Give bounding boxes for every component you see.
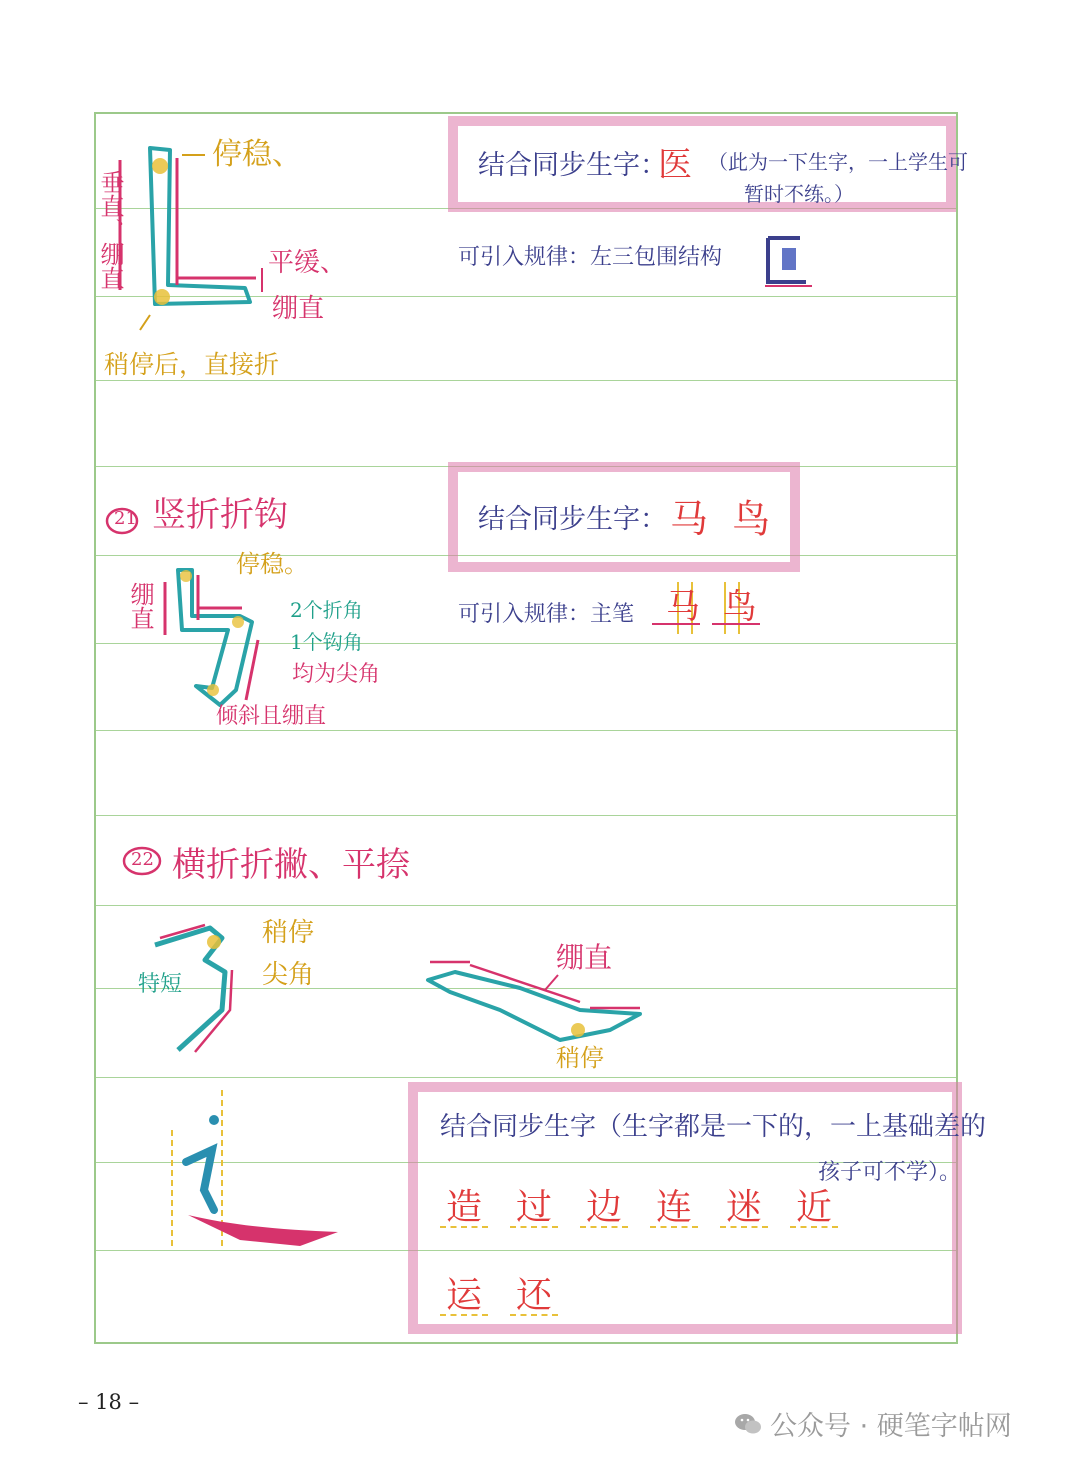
practice-character: 连 (650, 1190, 698, 1228)
annotation-extra-short: 特短 (138, 972, 183, 997)
annotation-pause: 稍停 (262, 918, 315, 948)
annotation-slanted: 倾斜且绷直 (216, 704, 327, 729)
practice-character: 近 (790, 1190, 838, 1228)
character-row (440, 1187, 838, 1228)
enclosure-structure-icon (765, 238, 812, 286)
section-number: 21 (114, 508, 137, 529)
watermark (734, 1404, 1012, 1443)
box-title: 结合同步生字（生字都是一下的，一上基础差的 (440, 1112, 987, 1142)
annotation-steady: 停稳。 (236, 550, 308, 578)
stroke-vertical-fold-icon (120, 148, 262, 330)
stroke-vertical-fold-fold-hook-icon (165, 570, 258, 705)
annotation-pause: 稍停 (556, 1044, 604, 1072)
practice-character: 还 (510, 1278, 558, 1316)
rule-text: 可引入规律：主笔 (458, 602, 635, 627)
annotation-vertical-straight: 垂直、绷直 (96, 170, 124, 290)
box-note: （此为一下生字，一上学生可 (708, 150, 968, 174)
annotation-flat-gentle: 平缓、 (268, 248, 347, 278)
rule-text: 可引入规律：左三包围结构 (458, 245, 723, 270)
box-title: 结合同步生字： (478, 150, 667, 181)
box-characters: 马 鸟 (670, 497, 777, 541)
annotation-sharp-angles: 均为尖角 (292, 662, 381, 687)
character-row (440, 1275, 558, 1316)
annotation-straight: 绷直 (556, 941, 613, 974)
box-character: 医 (658, 145, 692, 185)
box-note: 孩子可不学）。 (818, 1160, 962, 1185)
annotation-straight: 绷直 (126, 582, 154, 630)
box-note: 暂时不练。） (744, 182, 854, 206)
walk-radical-icon (172, 1090, 338, 1250)
practice-character: 运 (440, 1278, 488, 1316)
page-number: – 18 – (78, 1390, 140, 1414)
section-title: 横折折撇、平捺 (172, 845, 410, 885)
section-title: 竖折折钩 (152, 495, 288, 535)
practice-character: 造 (440, 1190, 488, 1228)
wechat-icon (734, 1412, 762, 1436)
annotation-pause-fold: 稍停后，直接折 (104, 350, 280, 379)
rule-characters: 马 鸟 (666, 587, 763, 627)
annotation-straight: 绷直 (272, 294, 325, 324)
annotation-hook-angle: 1个钩角 (290, 630, 363, 654)
annotation-fold-angles: 2个折角 (290, 598, 363, 622)
practice-character: 过 (510, 1190, 558, 1228)
box-title: 结合同步生字： (478, 504, 667, 535)
practice-character: 边 (580, 1190, 628, 1228)
annotation-steady: 停稳、 (212, 137, 302, 172)
section-number: 22 (131, 849, 154, 870)
watermark-label: 公众号 · 硬笔字帖网 (770, 1411, 1012, 1442)
annotation-sharp-angle: 尖角 (262, 960, 315, 990)
practice-character: 迷 (720, 1190, 768, 1228)
